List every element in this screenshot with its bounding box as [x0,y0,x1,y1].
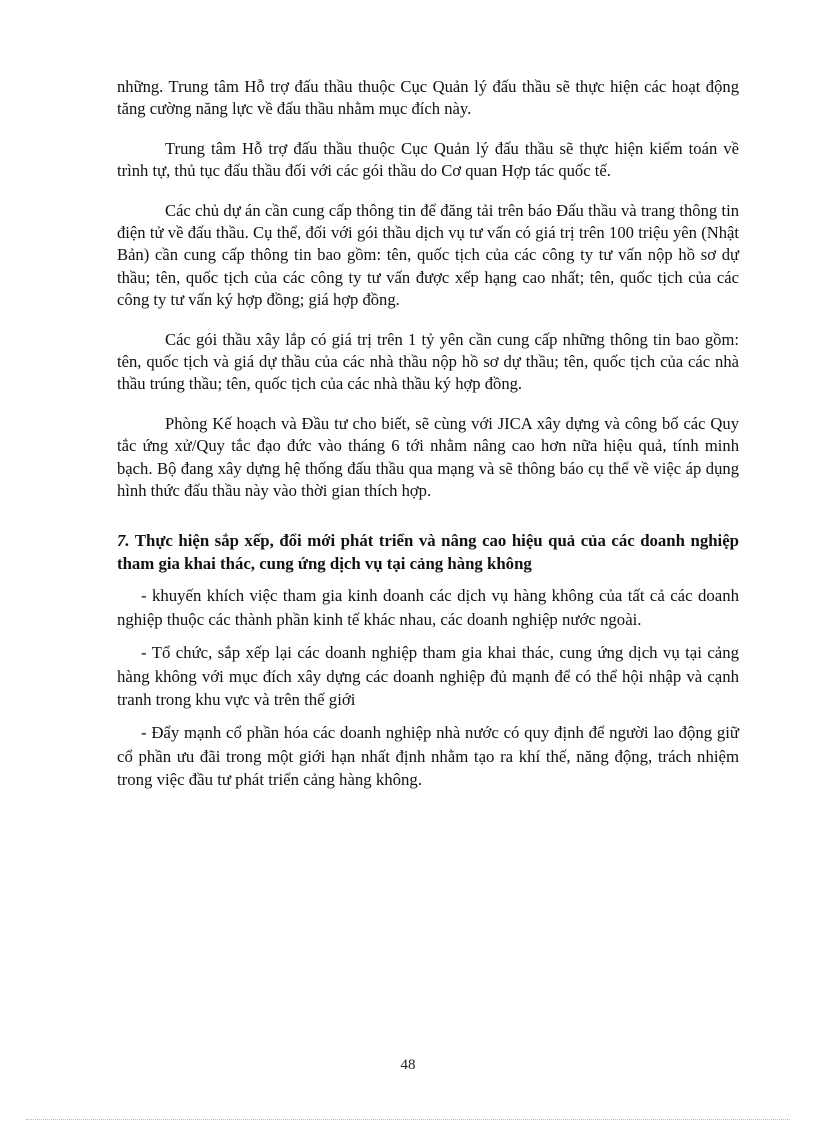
page-body [117,76,739,792]
section-number: 7. [117,530,130,550]
section-heading [117,529,739,576]
section-title: Thực hiện sắp xếp, đổi mới phát triển và nâng cao hiệu quả của các doanh nghiệp tham gia khai thác, cung ứng dịch vụ tại cảng hàng không [117,530,739,573]
bullet-item-equitize: - Đẩy mạnh cổ phần hóa các doanh nghiệp nhà nước có quy định để người lao động giữ cổ phần ưu đãi trong một giới hạn nhất định nhằm tạo ra khí thế, năng động, trách nhiệm trong việc đầu tư phát triển cảng hàng không. [117,723,739,790]
body-paragraph-continued: những. Trung tâm Hỗ trợ đấu thầu thuộc Cục Quản lý đấu thầu sẽ thực hiện các hoạt động tăng cường năng lực về đấu thầu nhằm mục đích này. [117,77,739,119]
bullet-item-encourage: - khuyến khích việc tham gia kinh doanh các dịch vụ hàng không của tất cả các doanh nghiệp thuộc các thành phần kinh tế khác nhau, các doanh nghiệp nước ngoài. [117,586,739,629]
body-paragraph-construction-info: Các gói thầu xây lắp có giá trị trên 1 tỷ yên cần cung cấp những thông tin bao gồm: tên, quốc tịch và giá dự thầu của các nhà thầu nộp hồ sơ dự thầu; tên, quốc tịch của các nhà thầu trúng thầu; tên, quốc tịch của các nhà thầu ký hợp đồng. [117,329,739,394]
bullet-item-reorganize: - Tổ chức, sắp xếp lại các doanh nghiệp tham gia khai thác, cung ứng dịch vụ tại cảng hàng không với mục đích xây dựng các doanh nghiệp đủ mạnh để có thể hội nhập và cạnh tranh trong khu vực và trên thế giới [117,643,739,709]
page-bottom-divider [26,1119,790,1120]
page-number: 48 [400,1057,416,1073]
body-paragraph-consulting-info: Các chủ dự án cần cung cấp thông tin để đăng tải trên báo Đấu thầu và trang thông tin điện tử về đấu thầu. Cụ thể, đối với gói thầu dịch vụ tư vấn có giá trị trên 100 triệu yên (Nhật Bản) cần cung cấp thông tin bao gồm: tên, quốc tịch của các công ty tư vấn nộp hồ sơ dự thầu; tên, quốc tịch của các công ty tư vấn được xếp hạng cao nhất; tên, quốc tịch của các công ty tư vấn ký hợp đồng; giá hợp đồng. [117,200,739,310]
body-paragraph-planning-dept: Phòng Kế hoạch và Đầu tư cho biết, sẽ cùng với JICA xây dựng và công bố các Quy tắc ứng xử/Quy tắc đạo đức vào tháng 6 tới nhằm nâng cao hơn nữa hiệu quả, tính minh bạch. Bộ đang xây dựng hệ thống đấu thầu qua mạng và sẽ thông báo cụ thể về việc áp dụng hình thức đấu thầu này vào thời gian thích hợp. [117,413,739,501]
body-paragraph-audit: Trung tâm Hỗ trợ đấu thầu thuộc Cục Quản lý đấu thầu sẽ thực hiện kiểm toán về trình tự, thủ tục đấu thầu đối với các gói thầu do Cơ quan Hợp tác quốc tế. [117,138,739,181]
